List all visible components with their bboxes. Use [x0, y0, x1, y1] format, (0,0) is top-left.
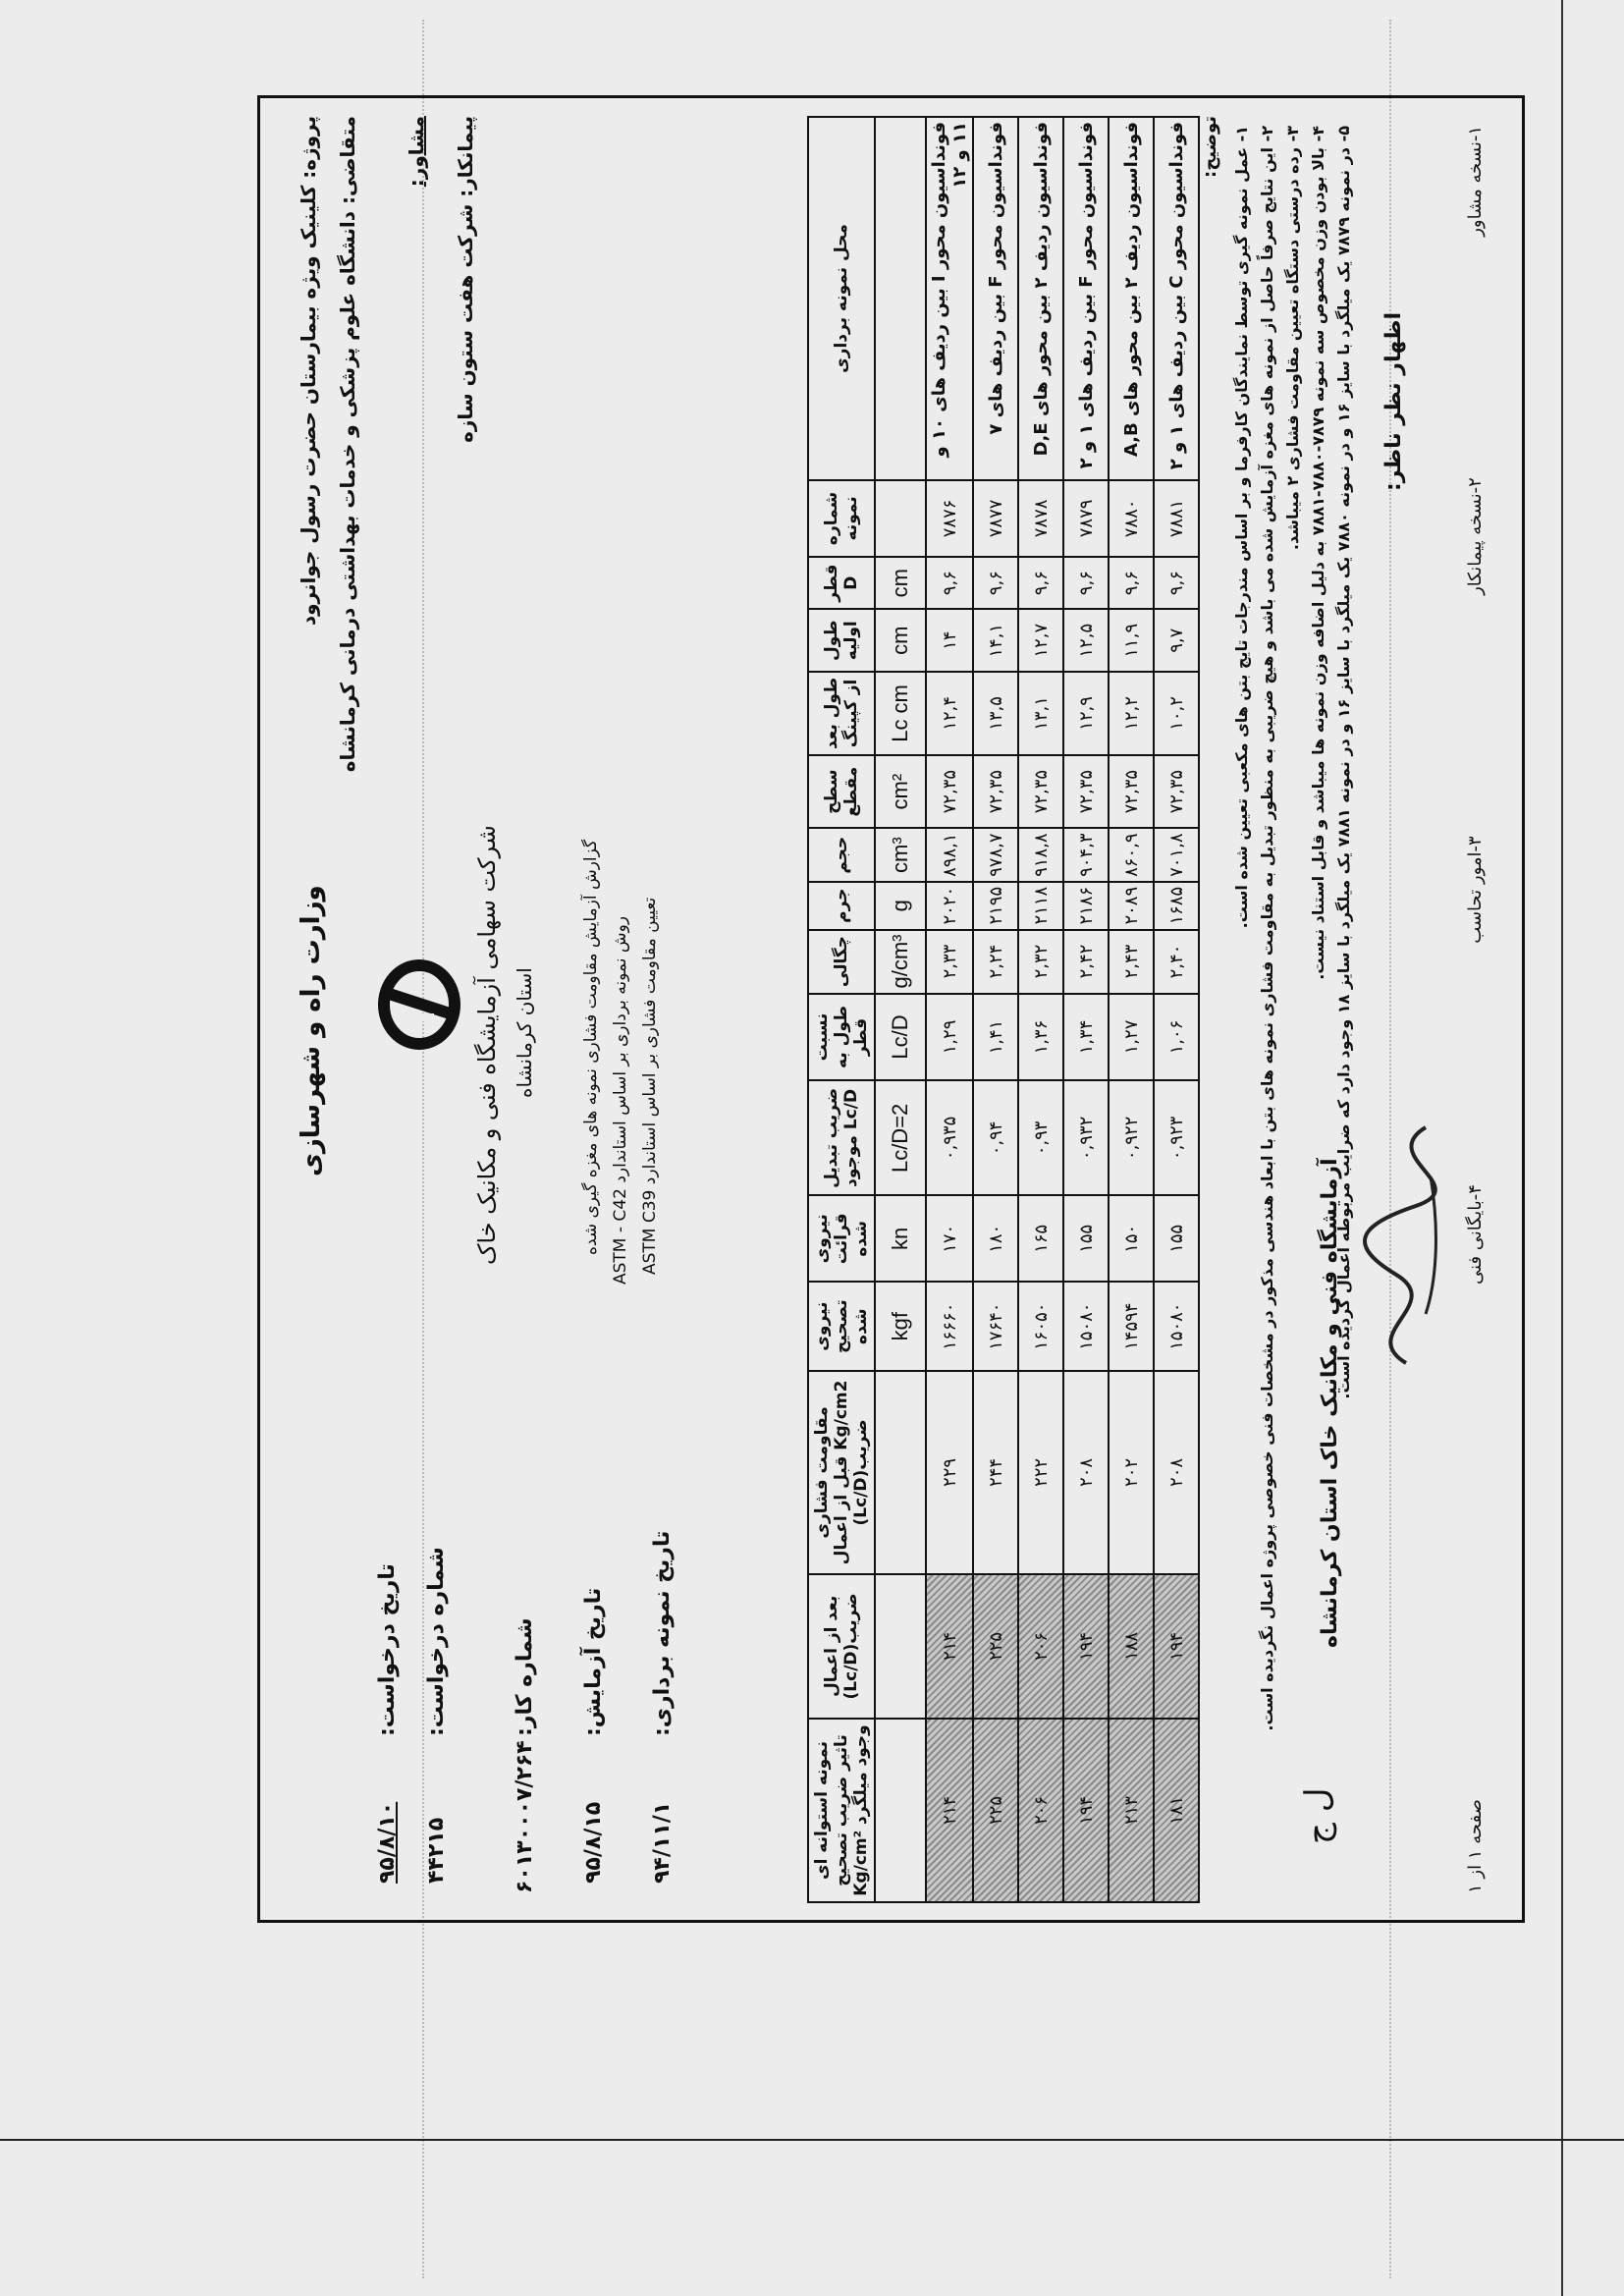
job-no-label: شماره کار: — [513, 1617, 537, 1736]
cell-area: ۷۲,۳۵ — [973, 755, 1018, 829]
copy-recipient: ۳-امور تحاسب — [1465, 836, 1486, 944]
unit-length-after: Lc cm — [875, 672, 926, 755]
document-sheet — [257, 96, 1524, 1923]
cell-sample-no: ۷۸۷۷ — [973, 480, 1018, 557]
cell-sample-no: ۷۸۸۰ — [1109, 480, 1154, 557]
copy-recipient: ۲-نسخه پیمانکار — [1465, 477, 1486, 595]
col-force-read: نیروی قرائت شده — [808, 1195, 875, 1282]
client-name: متقاضی: دانشگاه علوم پزشکی و خدمات بهداشتی درمانی کرمانشاه — [336, 116, 359, 773]
cell-ratio: ۱,۳۴ — [1063, 994, 1109, 1081]
cell-sample-no: ۷۸۸۱ — [1154, 480, 1199, 557]
cell-factor: ۰,۹۴ — [973, 1080, 1018, 1195]
cell-location: فونداسیون محور F بین ردیف های ۷ — [973, 117, 1018, 480]
cell-length-after: ۱۳,۵ — [973, 672, 1018, 755]
project-name: پروژه: کلینیک ویژه بیمارستان حضرت رسول جوانرود — [297, 116, 320, 627]
cell-sample-no: ۷۸۷۶ — [926, 480, 973, 557]
cell-sample-no: ۷۸۷۸ — [1018, 480, 1063, 557]
sampling-date: ۹۴/۱۱/۱ — [650, 1801, 675, 1884]
page-number: صفحه ۱ از ۱ — [1465, 1799, 1486, 1893]
cell-ratio: ۱,۰۶ — [1154, 994, 1199, 1081]
col-density: چگالی — [808, 930, 875, 994]
unit-weight: g — [875, 882, 926, 930]
handwritten-mark: ل ج — [1298, 1787, 1337, 1844]
cell-length-before: ۹,۷ — [1154, 609, 1199, 672]
contractor-name: پیمانکار: شرکت هفت ستون سازه — [454, 116, 477, 443]
unit-location — [875, 117, 926, 480]
col-diameter: قطر D — [808, 557, 875, 610]
cell-volume: ۸۶۰,۹ — [1109, 828, 1154, 881]
cell-weight: ۲۱۸۶ — [1063, 882, 1109, 930]
compressive-strength-table — [807, 116, 1200, 1903]
cell-volume: ۹۰۴,۳ — [1063, 828, 1109, 881]
cell-equiv: ۲۰۶ — [1018, 1719, 1063, 1902]
cell-density: ۲,۴۰ — [1154, 930, 1199, 994]
unit-ratio: Lc/D — [875, 994, 926, 1081]
cell-factor: ۰,۹۳۲ — [1063, 1080, 1109, 1195]
cell-length-after: ۱۰,۲ — [1154, 672, 1199, 755]
test-date-label: تاریخ آزمایش: — [581, 1587, 606, 1736]
cell-strength-after: ۱۹۴ — [1063, 1574, 1109, 1719]
cell-diameter: ۹,۶ — [1063, 557, 1109, 610]
ministry-name: وزارت راه و شهرسازی — [297, 885, 326, 1176]
cell-diameter: ۹,۶ — [1154, 557, 1199, 610]
cell-density: ۲,۲۴ — [973, 930, 1018, 994]
col-strength-after: بعد از اعمال ضریب(Lc/D) — [808, 1574, 875, 1719]
cell-volume: ۷۰۱,۸ — [1154, 828, 1199, 881]
cell-strength-before: ۲۰۸ — [1063, 1371, 1109, 1574]
cell-sample-no: ۷۸۷۹ — [1063, 480, 1109, 557]
cell-force-read: ۱۵۵ — [1154, 1195, 1199, 1282]
col-force-corr: نیروی تصحیح شده — [808, 1282, 875, 1371]
col-sample-no: شماره نمونه — [808, 480, 875, 557]
cell-strength-after: ۱۹۴ — [1154, 1574, 1199, 1719]
cell-weight: ۲۰۲۰ — [926, 882, 973, 930]
cell-strength-before: ۲۲۹ — [926, 1371, 973, 1574]
cell-volume: ۸۹۸,۱ — [926, 828, 973, 881]
unit-equiv — [875, 1719, 926, 1902]
cell-strength-after: ۲۰۶ — [1018, 1574, 1063, 1719]
col-length-before: طول اولیه — [808, 609, 875, 672]
cell-location: فونداسیون ردیف ۲ بین محور های A,B — [1109, 117, 1154, 480]
col-equiv: نمونه استوانه ای تاثیر ضریب تصحیح وجود میلگرد Kg/cm² — [808, 1719, 875, 1902]
cell-force-corr: ۱۴۵۹۴ — [1109, 1282, 1154, 1371]
cell-force-read: ۱۸۰ — [973, 1195, 1018, 1282]
consultant-label: مشاور: — [405, 116, 428, 188]
cell-diameter: ۹,۶ — [1109, 557, 1154, 610]
unit-strength-after — [875, 1574, 926, 1719]
col-location: محل نمونه برداری — [808, 117, 875, 480]
table-header-row — [808, 117, 875, 1902]
unit-volume: cm³ — [875, 828, 926, 881]
table-row — [1109, 117, 1154, 1902]
copy-recipient: ۴-بایگانی فنی — [1465, 1184, 1486, 1285]
organization-logo — [375, 951, 463, 1059]
cell-length-before: ۱۴ — [926, 609, 973, 672]
unit-area: cm² — [875, 755, 926, 829]
signature — [1337, 1118, 1455, 1373]
cell-equiv: ۲۱۳ — [1109, 1719, 1154, 1902]
cell-ratio: ۱,۳۶ — [1018, 994, 1063, 1081]
cell-strength-after: ۱۸۸ — [1109, 1574, 1154, 1719]
cell-location: فونداسیون محور I بین ردیف های ۱۰ و ۱۱ و ۱۲ — [926, 117, 973, 480]
scan-artifact-vertical — [1561, 0, 1563, 2296]
cell-force-read: ۱۵۰ — [1109, 1195, 1154, 1282]
cell-equiv: ۲۲۵ — [973, 1719, 1018, 1902]
job-no: ۶۰۱۳۰۰۰۷/۲۶۴ — [513, 1740, 537, 1893]
unit-force-corr: kgf — [875, 1282, 926, 1371]
request-date-label: تاریخ درخواست: — [375, 1563, 400, 1736]
cell-force-read: ۱۵۵ — [1063, 1195, 1109, 1282]
cell-area: ۷۲,۳۵ — [1018, 755, 1063, 829]
copy-recipient: ۱-نسخه مشاور — [1465, 126, 1486, 237]
cell-location: فونداسیون محور C بین ردیف های ۱ و ۲ — [1154, 117, 1199, 480]
cell-equiv: ۱۸۱ — [1154, 1719, 1199, 1902]
cell-force-read: ۱۷۰ — [926, 1195, 973, 1282]
cell-ratio: ۱,۴۱ — [973, 994, 1018, 1081]
note-item: ۳- رده درستی دستگاه تعیین مقاومت فشاری ۲ میباشد. — [1283, 126, 1302, 551]
cell-area: ۷۲,۳۵ — [1109, 755, 1154, 829]
cell-force-corr: ۱۷۶۴۰ — [973, 1282, 1018, 1371]
request-no-label: شماره درخواست: — [424, 1547, 449, 1736]
unit-density: g/cm³ — [875, 930, 926, 994]
cell-strength-before: ۲۲۲ — [1018, 1371, 1063, 1574]
cell-area: ۷۲,۳۵ — [1063, 755, 1109, 829]
cell-diameter: ۹,۶ — [973, 557, 1018, 610]
cell-factor: ۰,۹۲۳ — [1154, 1080, 1199, 1195]
company-name: شرکت سهامی آزمایشگاه فنی و مکانیک خاک — [473, 825, 501, 1265]
copies-list — [1465, 126, 1486, 1285]
report-title-3: تعیین مقاومت فشاری بر اساس استاندارد ASTM C39 — [640, 897, 660, 1275]
cell-force-read: ۱۶۵ — [1018, 1195, 1063, 1282]
cell-strength-after: ۲۱۴ — [926, 1574, 973, 1719]
cell-length-before: ۱۲,۵ — [1063, 609, 1109, 672]
observer-opinion: اظهار نظر ناظر: — [1381, 312, 1406, 492]
col-area: سطح مقطع — [808, 755, 875, 829]
cell-weight: ۲۱۹۵ — [973, 882, 1018, 930]
cell-diameter: ۹,۶ — [926, 557, 973, 610]
table-row — [1063, 117, 1109, 1902]
province-name: استان کرمانشاه — [513, 967, 536, 1098]
cell-factor: ۰,۹۳ — [1018, 1080, 1063, 1195]
col-volume: حجم — [808, 828, 875, 881]
cell-force-corr: ۱۶۶۶۰ — [926, 1282, 973, 1371]
cell-equiv: ۱۹۴ — [1063, 1719, 1109, 1902]
unit-force-read: kn — [875, 1195, 926, 1282]
table-unit-row — [875, 117, 926, 1902]
cell-factor: ۰,۹۳۵ — [926, 1080, 973, 1195]
cell-force-corr: ۱۵۰۸۰ — [1154, 1282, 1199, 1371]
col-length-after: طول بعد از کپینگ — [808, 672, 875, 755]
lab-name: آزمایشگاه فنی و مکانیک خاک استان کرمانشاه — [1318, 1158, 1342, 1648]
cell-density: ۲,۳۳ — [926, 930, 973, 994]
cell-weight: ۲۱۱۸ — [1018, 882, 1063, 930]
table-row — [1154, 117, 1199, 1902]
cell-length-after: ۱۲,۴ — [926, 672, 973, 755]
cell-location: فونداسیون ردیف ۲ بین محور های D,E — [1018, 117, 1063, 480]
table-row — [1018, 117, 1063, 1902]
sampling-date-label: تاریخ نمونه برداری: — [650, 1530, 675, 1736]
report-title-1: گزارش آزمایش مقاومت فشاری نمونه های مغزه گیری شده — [581, 839, 601, 1255]
cell-strength-after: ۲۲۵ — [973, 1574, 1018, 1719]
cell-weight: ۲۰۸۹ — [1109, 882, 1154, 930]
unit-strength-before — [875, 1371, 926, 1574]
cell-length-after: ۱۲,۹ — [1063, 672, 1109, 755]
cell-density: ۲,۳۲ — [1018, 930, 1063, 994]
note-item: ۴- بالا بودن وزن مخصوص سه نمونه ۷۸۷۹-۷۸۸۰-۷۸۸۱ به دلیل اضافه وزن نمونه ها میباشد و قابل استناد نیست. — [1309, 126, 1327, 980]
cell-length-before: ۱۴,۱ — [973, 609, 1018, 672]
note-item: ۲- این نتایج صرفاً حاصل از نمونه های مغزه آزمایش شده می باشد و هیچ ضریبی به منظور تبدیل به مقاومت فشاری نمونه های بتن با ابعاد هندسی مذکور در مشخصات فنی خصوصی پروژه اعمال نگردیده است. — [1258, 126, 1276, 1731]
col-ratio: نسبت طول به قطر — [808, 994, 875, 1081]
note-item: ۵- در نمونه ۷۸۷۹ یک میلگرد با سایز ۱۶ و در نمونه ۷۸۸۰ یک میلگرد با سایز ۱۶ و در نمونه ۷۸۸۱ یک میلگرد با سایز ۱۸ وجود دارد که ضرایب مربوطه اعمال گردیده است. — [1334, 126, 1353, 1399]
cell-length-before: ۱۲,۷ — [1018, 609, 1063, 672]
cell-length-after: ۱۳,۱ — [1018, 672, 1063, 755]
cell-density: ۲,۴۲ — [1063, 930, 1109, 994]
cell-factor: ۰,۹۲۲ — [1109, 1080, 1154, 1195]
request-date: ۹۵/۸/۱۰ — [375, 1801, 400, 1884]
scan-artifact-horizontal — [0, 2139, 1624, 2141]
cell-force-corr: ۱۵۰۸۰ — [1063, 1282, 1109, 1371]
cell-ratio: ۱,۲۹ — [926, 994, 973, 1081]
cell-area: ۷۲,۳۵ — [926, 755, 973, 829]
cell-diameter: ۹,۶ — [1018, 557, 1063, 610]
cell-volume: ۹۷۸,۷ — [973, 828, 1018, 881]
notes-title: توضیح: — [1200, 116, 1220, 178]
cell-area: ۷۲,۳۵ — [1154, 755, 1199, 829]
cell-length-after: ۱۲,۲ — [1109, 672, 1154, 755]
report-title-2: روش نمونه برداری بر اساس استاندارد ASTM - C42 — [611, 915, 630, 1285]
col-strength-before: مقاومت فشاری Kg/cm2 قبل از اعمال ضریب(Lc/D) — [808, 1371, 875, 1574]
cell-weight: ۱۶۸۵ — [1154, 882, 1199, 930]
col-factor: ضریب تبدیل Lc/D موجود — [808, 1080, 875, 1195]
cell-volume: ۹۱۸,۸ — [1018, 828, 1063, 881]
table-row — [973, 117, 1018, 1902]
unit-length-before: cm — [875, 609, 926, 672]
cell-location: فونداسیون محور F بین ردیف های ۱ و ۲ — [1063, 117, 1109, 480]
cell-strength-before: ۲۴۴ — [973, 1371, 1018, 1574]
cell-ratio: ۱,۲۷ — [1109, 994, 1154, 1081]
request-no: ۴۴۲۱۵ — [424, 1817, 449, 1884]
unit-sample-no — [875, 480, 926, 557]
table-row — [926, 117, 973, 1902]
col-weight: جرم — [808, 882, 875, 930]
note-item: ۱- عمل نمونه گیری توسط نمایندگان کارفرما و بر اساس مندرجات تایج بتن های مکعبی تعیین شده است. — [1232, 126, 1251, 929]
cell-length-before: ۱۱,۹ — [1109, 609, 1154, 672]
cell-strength-before: ۲۰۸ — [1154, 1371, 1199, 1574]
cell-force-corr: ۱۶۰۵۰ — [1018, 1282, 1063, 1371]
cell-strength-before: ۲۰۲ — [1109, 1371, 1154, 1574]
cell-density: ۲,۴۳ — [1109, 930, 1154, 994]
unit-factor: Lc/D=2 — [875, 1080, 926, 1195]
unit-diameter: cm — [875, 557, 926, 610]
cell-equiv: ۲۱۴ — [926, 1719, 973, 1902]
test-date: ۹۵/۸/۱۵ — [581, 1801, 606, 1884]
